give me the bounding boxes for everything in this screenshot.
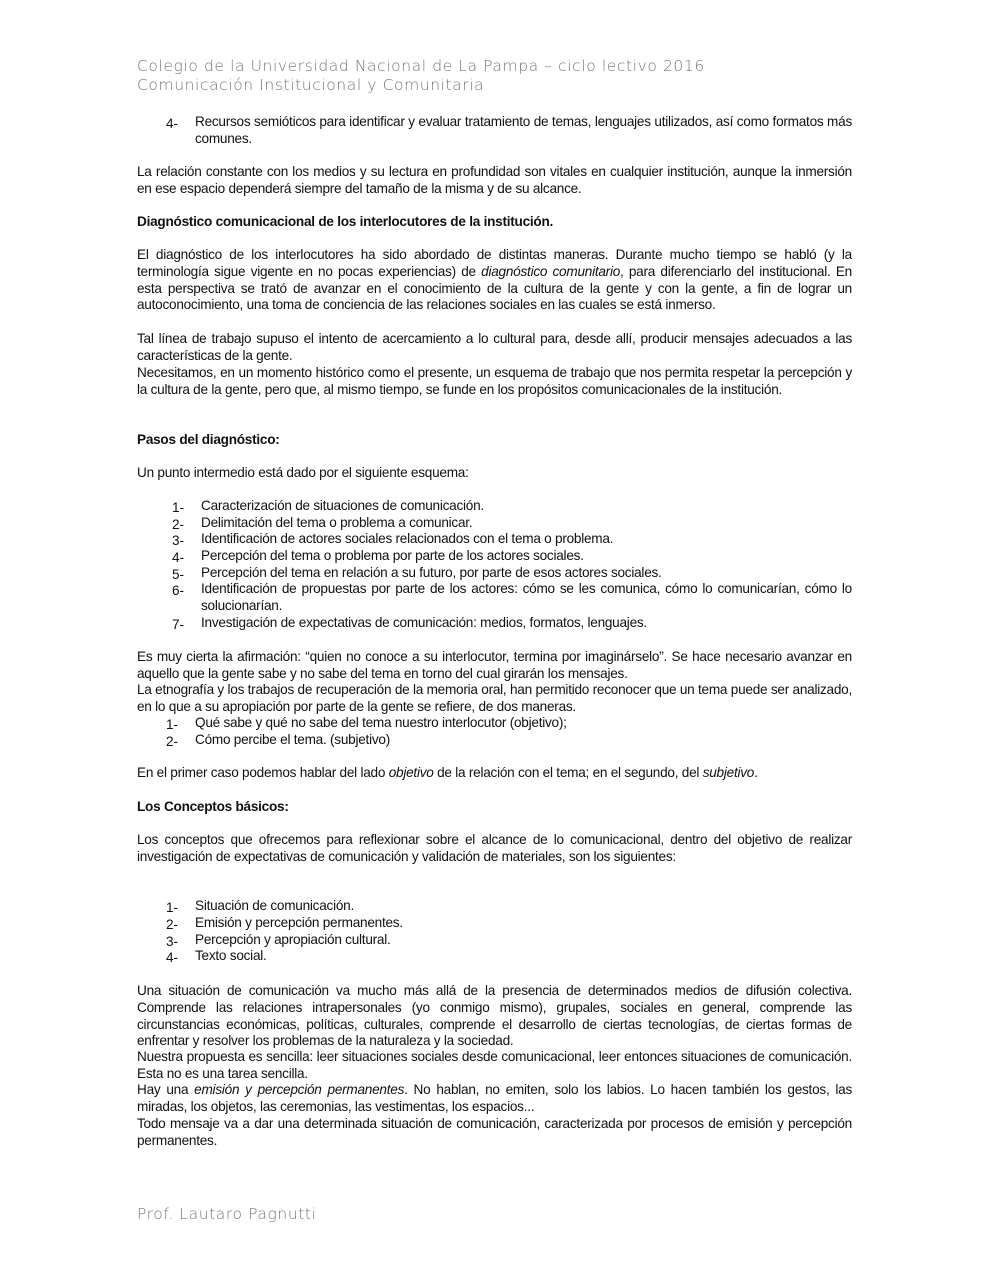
list-item: Investigación de expectativas de comunicación: medios, formatos, lenguajes. (201, 615, 647, 630)
list-number: 1- (166, 717, 179, 732)
list-item: Percepción y apropiación cultural. (195, 931, 391, 947)
paragraph: Tal línea de trabajo supuso el intento de acercamiento a lo cultural para, desde allí, producir mensajes adecuados a las características de la gente. (137, 331, 852, 363)
paragraph: Necesitamos, en un momento histórico como el presente, un esquema de trabajo que nos permita respetar la percepción y la cultura de la gente, pero que, al mismo tiempo, se funde en los propósitos comunicacionales de la institución. (137, 365, 852, 397)
paragraph (137, 247, 852, 314)
text: Hay una (137, 1082, 195, 1097)
list-item: Qué sabe y qué no sabe del tema nuestro interlocutor (objetivo); (195, 715, 567, 730)
paragraph: La etnografía y los trabajos de recuperación de la memoria oral, han permitido reconocer que un tema puede ser analizado, en lo que a su apropiación por parte de la gente se refiere, de dos maneras. (137, 682, 852, 714)
paragraph: Nuestra propuesta es sencilla: leer situaciones sociales desde comunicacional, leer entonces situaciones de comunicación. Esta no es una tarea sencilla. (137, 1049, 852, 1081)
list-item: Delimitación del tema o problema a comunicar. (201, 515, 473, 530)
list-number: 7- (172, 617, 185, 632)
italic-text: objetivo (388, 765, 434, 780)
list-number: 4- (166, 950, 179, 966)
list-item: Identificación de propuestas por parte de los actores: cómo se les comunica, cómo lo comunicarían, cómo lo solucionarían. (201, 581, 852, 613)
paragraph (137, 1082, 852, 1116)
header-school: Colegio de la Universidad Nacional de La Pampa – ciclo lectivo 2016 (137, 57, 705, 75)
paragraph: Todo mensaje va a dar una determinada situación de comunicación, caracterizada por procesos de emisión y percepción permanentes. (137, 1116, 852, 1148)
paragraph: Los conceptos que ofrecemos para reflexionar sobre el alcance de lo comunicacional, dentro del objetivo de realizar investigación de expectativas de comunicación y validación de materiales, son los siguientes: (137, 832, 852, 864)
list-item: Percepción del tema en relación a su futuro, por parte de esos actores sociales. (201, 565, 662, 580)
list-number: 1- (172, 500, 185, 515)
section-heading: Los Conceptos básicos: (137, 799, 289, 814)
list-item: Identificación de actores sociales relacionados con el tema o problema. (201, 531, 614, 546)
section-heading: Pasos del diagnóstico: (137, 432, 280, 447)
list-number: 2- (166, 733, 179, 749)
section-heading: Diagnóstico comunicacional de los interlocutores de la institución. (137, 214, 554, 229)
list-number: 4- (172, 550, 185, 565)
list-item: Cómo percibe el tema. (subjetivo) (195, 731, 390, 747)
text: , para diferenciarlo del institucional. En esta perspectiva se trató de avanzar en el conocimiento de la cultura de la gente y con la gente, a fin de lograr un autoconocimiento, una toma de conciencia de las relaciones sociales en las cuales se está inmerso. (137, 263, 852, 313)
list-item: Caracterización de situaciones de comunicación. (201, 498, 484, 513)
list-item: Recursos semióticos para identificar y evaluar tratamiento de temas, lenguajes utilizados, así como formatos más comunes. (195, 114, 852, 146)
paragraph: Un punto intermedio está dado por el siguiente esquema: (137, 465, 469, 480)
footer-author: Prof. Lautaro Pagnutti (137, 1205, 317, 1223)
list-number: 2- (172, 517, 185, 532)
list-number: 5- (172, 567, 185, 582)
text: En el primer caso podemos hablar del lado (137, 765, 389, 780)
italic-text: subjetivo (702, 765, 755, 780)
paragraph (137, 765, 852, 782)
text: . (754, 765, 758, 780)
list-number: 2- (166, 916, 179, 932)
header-subject: Comunicación Institucional y Comunitaria (137, 76, 485, 94)
list-item: Texto social. (195, 948, 267, 964)
italic-text: diagnóstico comunitario (481, 263, 621, 279)
list-item: Situación de comunicación. (195, 898, 354, 913)
list-number: 4- (166, 116, 179, 131)
text: El diagnóstico de los interlocutores ha sido abordado de distintas maneras. Durante mucho tiempo se habló (y la terminología sigue vigente en no pocas experiencias) de (137, 247, 852, 279)
list-number: 1- (166, 900, 179, 915)
text: . No hablan, no emiten, solo los labios. Lo hacen también los gestos, las miradas, los objetos, las ceremonias, las vestimentas, los espacios... (137, 1082, 852, 1114)
list-number: 6- (172, 583, 185, 598)
paragraph: Una situación de comunicación va mucho más allá de la presencia de determinados medios de difusión colectiva. Comprende las relaciones intrapersonales (yo conmigo mismo), grupales, sociales en general, comprende las circunstancias económicas, políticas, culturales, comprende el desarrollo de ciertas tecnologías, de ciertas formas de enfrentar y resolver los problemas de la naturaleza y la sociedad. (137, 983, 852, 1049)
paragraph: La relación constante con los medios y su lectura en profundidad son vitales en cualquier institución, aunque la inmersión en ese espacio dependerá siempre del tamaño de la misma y de su alcance. (137, 164, 852, 196)
list-item: Percepción del tema o problema por parte de los actores sociales. (201, 548, 584, 563)
paragraph: Es muy cierta la afirmación: “quien no conoce a su interlocutor, termina por imaginárselo”. Se hace necesario avanzar en aquello que la gente sabe y no sabe del tema en torno del cual girarán los mensajes. (137, 649, 852, 681)
list-item: Emisión y percepción permanentes. (195, 914, 403, 930)
list-number: 3- (172, 533, 185, 548)
italic-text: emisión y percepción permanentes (194, 1082, 405, 1097)
list-number: 3- (166, 933, 179, 949)
text: de la relación con el tema; en el segundo, del (433, 765, 703, 780)
